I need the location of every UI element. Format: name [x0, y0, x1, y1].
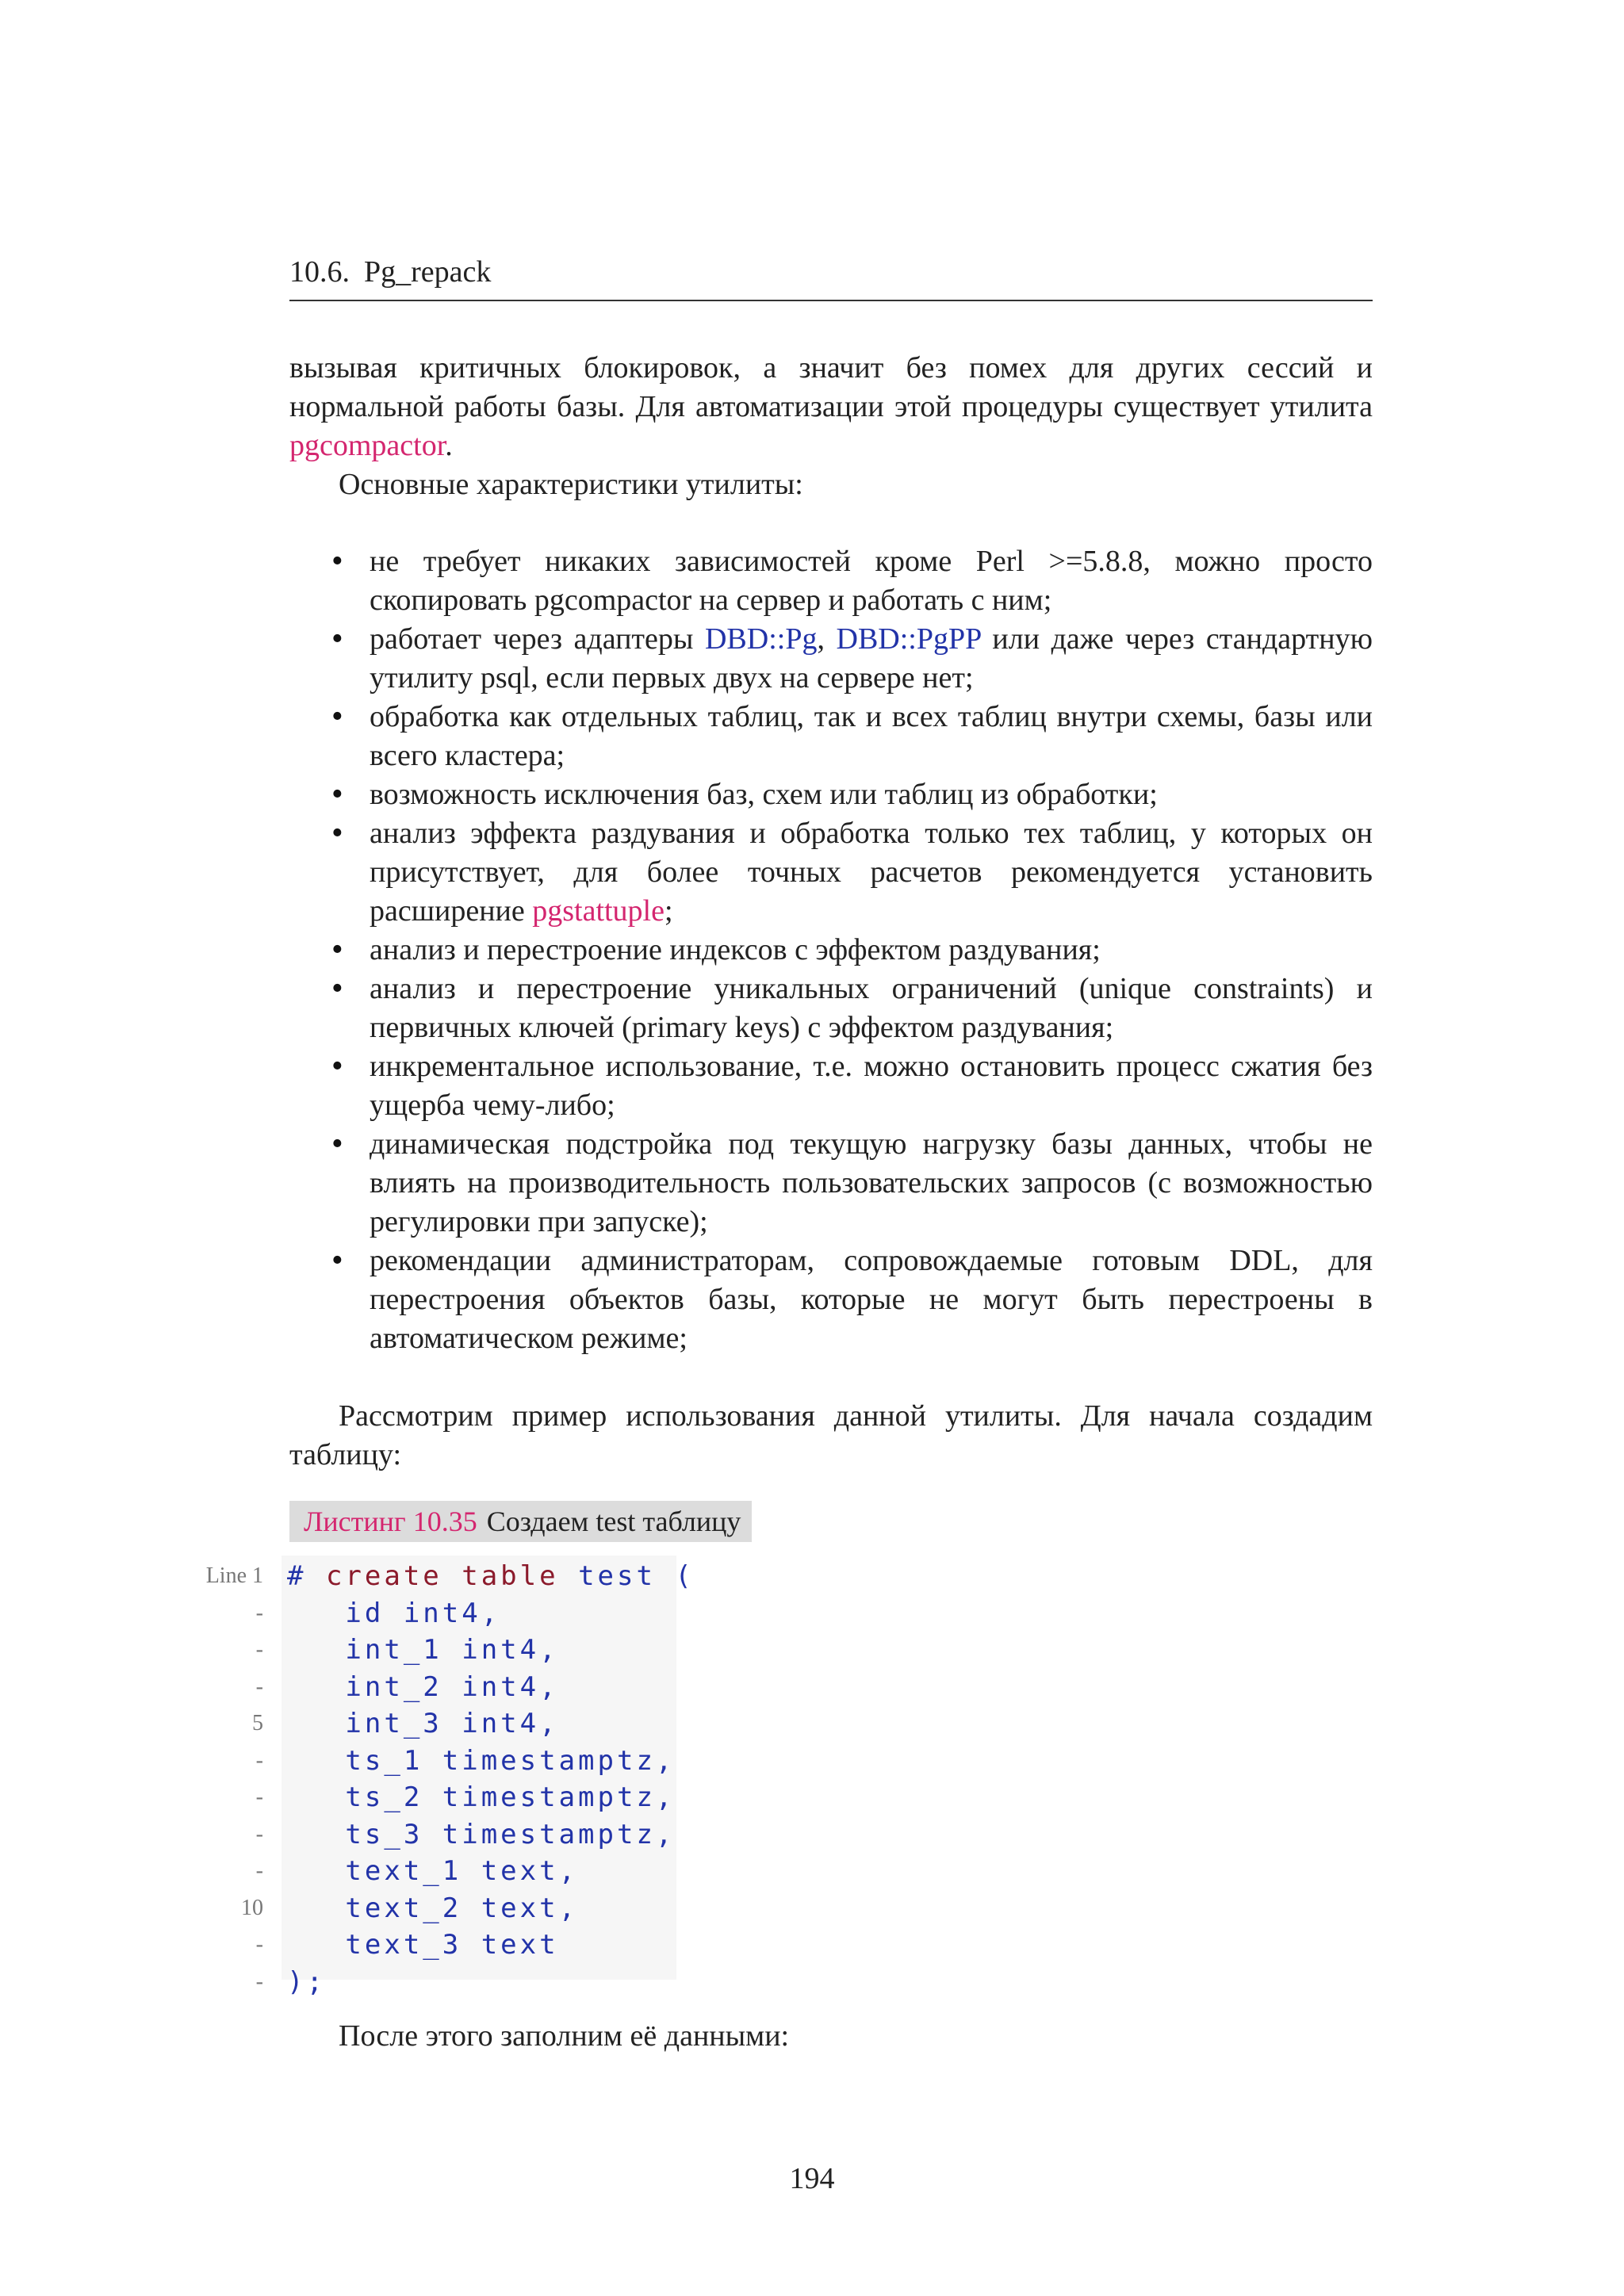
- list-item-text: не требует никаких зависимостей кроме Perl >=5.8.8, можно просто скопировать pgcompactor на сервер и работать с ним;: [370, 545, 1373, 617]
- code-line: [0, 1595, 1624, 1632]
- line-number: 10: [241, 1895, 263, 1920]
- list-item-text: ;: [665, 894, 673, 928]
- code-line: [0, 1743, 1624, 1780]
- code-text: );: [287, 1965, 326, 1998]
- code-line: [0, 1632, 1624, 1669]
- features-list: [331, 542, 1373, 1358]
- list-item-text: инкрементальное использование, т.е. можно остановить процесс сжатия без ущерба чему-либо;: [370, 1050, 1373, 1122]
- list-item: [331, 970, 1373, 1047]
- list-item: [331, 1125, 1373, 1242]
- list-item-text: анализ эффекта раздувания и обработка только тех таблиц, у которых он присутствует, для более точных расчетов рекомендуется установить расширение: [370, 817, 1373, 928]
- code-prompt: #: [287, 1560, 326, 1592]
- list-item-text: анализ и перестроение индексов с эффектом раздувания;: [370, 933, 1101, 966]
- line-number: -: [255, 1785, 263, 1809]
- list-item-text: возможность исключения баз, схем или таблиц из обработки;: [370, 778, 1158, 811]
- section-number: 10.6.: [289, 255, 350, 289]
- code-line: [0, 1816, 1624, 1854]
- code-text: int_3 int4,: [287, 1708, 559, 1739]
- list-item-text: анализ и перестроение уникальных ограничений (unique constraints) и первичных ключей (primary keys) с эффектом раздувания;: [370, 972, 1373, 1044]
- list-item-text: или даже через стандартную утилиту psql, если первых двух на сервере нет;: [370, 622, 1373, 695]
- list-item: [331, 775, 1373, 814]
- list-item-separator: ,: [817, 622, 837, 656]
- line-number: -: [255, 1600, 263, 1625]
- list-item: [331, 931, 1373, 970]
- code-text: text_2 text,: [287, 1892, 579, 1924]
- code-text: ts_1 timestamptz,: [287, 1744, 676, 1777]
- after-listing-paragraph: После этого заполним её данными:: [339, 2019, 790, 2053]
- section-title: Pg_repack: [364, 255, 492, 289]
- code-line: [0, 1890, 1624, 1927]
- line-number: -: [255, 1637, 263, 1662]
- example-intro: Рассмотрим пример использования данной утилиты. Для начала создадим таблицу:: [289, 1399, 1373, 1471]
- list-item-text: обработка как отдельных таблиц, так и всех таблиц внутри схемы, базы или всего кластера;: [370, 700, 1373, 772]
- listing-caption: [289, 1501, 752, 1542]
- code-line: [0, 1853, 1624, 1890]
- code-text: [287, 1558, 695, 1594]
- line-number: -: [255, 1932, 263, 1957]
- pgcompactor-link[interactable]: pgcompactor: [289, 429, 446, 462]
- intro-text: вызывая критичных блокировок, а значит без помех для других сессий и нормальной работы базы. Для автоматизации этой процедуры существует утилита: [289, 351, 1373, 423]
- features-intro: Основные характеристики утилиты:: [339, 468, 803, 501]
- code-line: [0, 1669, 1624, 1706]
- pgstattuple-link[interactable]: pgstattuple: [532, 894, 665, 928]
- code-text: text_3 text: [287, 1929, 559, 1961]
- line-number: Line 1: [205, 1563, 263, 1588]
- code-line: [0, 1705, 1624, 1743]
- list-item: [331, 542, 1373, 620]
- dbd-pgpp-link[interactable]: DBD::PgPP: [836, 622, 981, 656]
- line-number: 5: [252, 1711, 263, 1735]
- dbd-pg-link[interactable]: DBD::Pg: [704, 622, 818, 656]
- list-item-text: рекомендации администраторам, сопровождаемые готовым DDL, для перестроения объектов базы, которые не могут быть перестроены в автоматическом режиме;: [370, 1244, 1373, 1355]
- code-text: ts_2 timestamptz,: [287, 1781, 676, 1813]
- list-item-text: работает через адаптеры: [370, 622, 705, 656]
- code-line: [0, 1927, 1624, 1964]
- line-number: -: [255, 1674, 263, 1699]
- line-number: -: [255, 1858, 263, 1883]
- code-text: id int4,: [287, 1597, 501, 1629]
- intro-period: .: [445, 429, 453, 462]
- line-number: -: [255, 1747, 263, 1773]
- code-text: int_2 int4,: [287, 1670, 559, 1703]
- code-text: text_1 text,: [287, 1855, 579, 1887]
- code-block: [0, 1558, 1624, 2000]
- line-number: -: [255, 1969, 263, 1994]
- listing-title: Создаем test таблицу: [486, 1506, 741, 1537]
- list-item-text: динамическая подстройка под текущую нагрузку базы данных, чтобы не влиять на производительность пользовательских запросов (с возможностью регулировки при запуске);: [370, 1127, 1373, 1238]
- running-header: [289, 252, 1373, 301]
- code-keyword: create table: [325, 1560, 559, 1592]
- code-line: [0, 1558, 1624, 1595]
- list-item: [331, 620, 1373, 698]
- list-item: [331, 1047, 1373, 1125]
- code-line: [0, 1779, 1624, 1816]
- intro-paragraph: [289, 349, 1373, 504]
- code-text: ts_3 timestamptz,: [287, 1818, 676, 1850]
- listing-label: Листинг 10.35: [304, 1506, 477, 1537]
- list-item: [331, 1242, 1373, 1358]
- code-line: [0, 1964, 1624, 2001]
- list-item: [331, 698, 1373, 775]
- code-rest: test (: [558, 1560, 695, 1592]
- list-item: [331, 814, 1373, 931]
- line-number: -: [255, 1821, 263, 1846]
- code-text: int_1 int4,: [287, 1634, 559, 1666]
- page-number: 194: [789, 2162, 835, 2195]
